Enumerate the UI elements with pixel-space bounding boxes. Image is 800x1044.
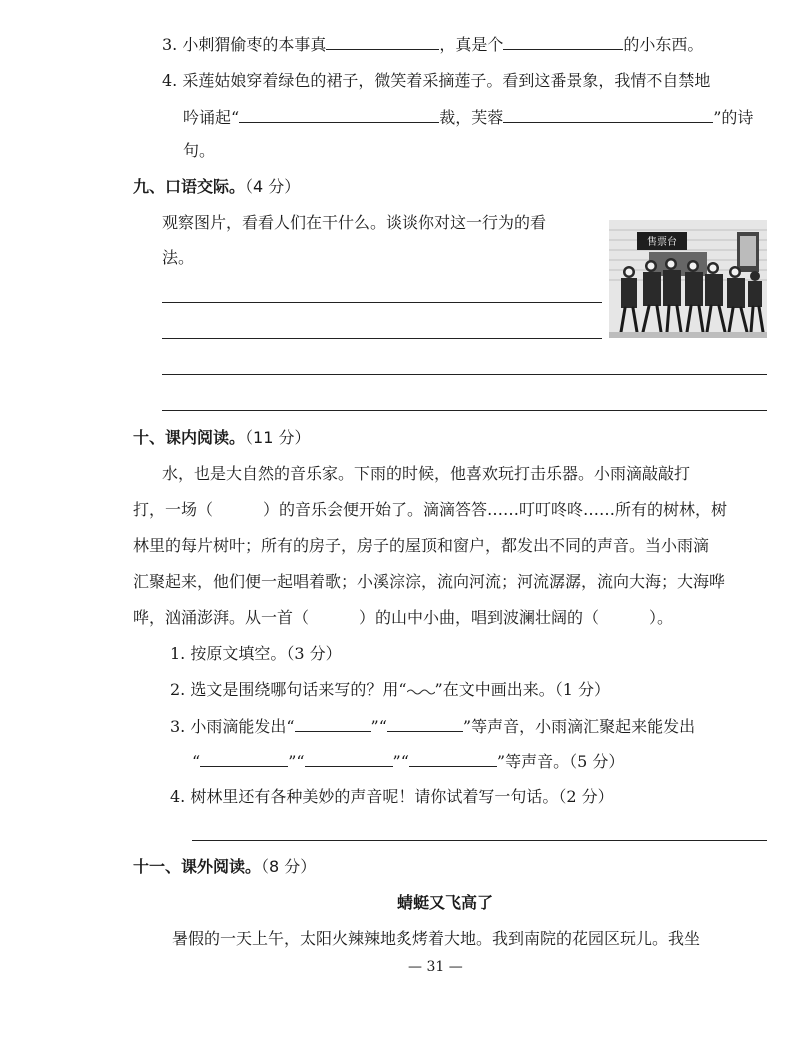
- section10-q1: 1. 按原文填空。（3 分）: [170, 644, 342, 663]
- q8-4-line1: [162, 70, 710, 92]
- answer-line-10-4[interactable]: [192, 840, 767, 841]
- q3-blank-4[interactable]: [305, 750, 393, 767]
- section10-q4: 4. 树林里还有各种美妙的声音呢！请你试着写一句话。（2 分）: [170, 787, 614, 806]
- queue-jumping-illustration: [609, 220, 767, 338]
- q3-text-g: ”等声音。（5 分）: [496, 752, 625, 771]
- section10-heading: [133, 427, 310, 449]
- section10-q3-line2: [192, 750, 624, 773]
- q8-4-num: 4.: [162, 71, 178, 90]
- q8-4-text-3: 句。: [183, 141, 216, 160]
- ticket-booth-sign: 售票台: [647, 237, 677, 248]
- q8-4-text-1: 采莲姑娘穿着绿色的裙子，微笑着采摘莲子。看到这番景象，我情不自禁地: [182, 71, 711, 90]
- section9-prompt-1: 观察图片，看看人们在干什么。谈谈你对这一行为的看: [162, 213, 547, 232]
- passage-line-2: [133, 499, 727, 521]
- q8-4-line2: [183, 106, 753, 129]
- passage-line-5: [133, 607, 673, 629]
- section11-score: （8 分）: [261, 857, 317, 876]
- section11-title: 十一、课外阅读。: [133, 857, 262, 876]
- section10-title: 十、课内阅读。: [133, 428, 246, 447]
- q8-4-text-2c: ”的诗: [713, 108, 754, 127]
- q8-4-line3: [183, 140, 215, 162]
- q8-4-blank-2[interactable]: [503, 106, 713, 123]
- passage-text: 打，一场（: [133, 500, 214, 519]
- q8-3-line: [162, 33, 703, 56]
- passage-text: 哗，汹涌澎湃。从一首（: [133, 608, 310, 627]
- passage-line-3: 林里的每片树叶；所有的房子，房子的屋顶和窗户，都发出不同的声音。当小雨滴: [133, 536, 710, 555]
- passage-line-4: 汇聚起来，他们便一起唱着歌；小溪淙淙，流向河流；河流潺潺，流向大海；大海哗: [133, 572, 726, 591]
- q3-blank-2[interactable]: [387, 715, 463, 732]
- q8-3-blank-2[interactable]: [503, 33, 623, 50]
- answer-line-9-1[interactable]: [162, 302, 602, 303]
- q2-text-a: 2. 选文是围绕哪句话来写的？用“: [170, 680, 407, 699]
- q2-text-b: ”在文中画出来。（1 分）: [434, 680, 610, 699]
- q8-4-text-2b: 裁，芙蓉: [439, 108, 504, 127]
- q3-blank-1[interactable]: [295, 715, 371, 732]
- answer-line-9-4[interactable]: [162, 410, 767, 411]
- q3-blank-3[interactable]: [200, 750, 288, 767]
- q8-3-blank-1[interactable]: [326, 33, 439, 50]
- q3-blank-5[interactable]: [409, 750, 497, 767]
- q8-4-blank-1[interactable]: [239, 106, 439, 123]
- passage-text: ）的音乐会便开始了。滴滴答答……叮叮咚咚……所有的树林，树: [263, 500, 728, 519]
- section9-prompt-2: 法。: [162, 248, 195, 267]
- article-title: 蜻蜓又飞高了: [397, 893, 494, 912]
- section10-score: （11 分）: [245, 428, 311, 447]
- q3-text-d: “: [192, 752, 201, 771]
- q8-4-text-2a: 吟诵起“: [183, 108, 240, 127]
- wavy-underline-icon: [407, 687, 435, 695]
- answer-line-9-2[interactable]: [162, 338, 602, 339]
- section11-heading: [133, 856, 316, 878]
- answer-line-9-3[interactable]: [162, 374, 767, 375]
- passage-line-1: 水，也是大自然的音乐家。下雨的时候，他喜欢玩打击乐器。小雨滴敲敲打: [162, 464, 691, 483]
- q8-3-num: 3.: [162, 35, 178, 54]
- section9-title: 九、口语交际。: [133, 177, 246, 196]
- q8-3-text-b: ，真是个: [439, 35, 504, 54]
- crowd-scene-image: [609, 220, 767, 338]
- article-line-1: 暑假的一天上午，太阳火辣辣地炙烤着大地。我到南院的花园区玩儿。我坐: [172, 929, 701, 948]
- passage-text: ）。: [649, 608, 674, 627]
- page-number: — 31 —: [408, 959, 463, 975]
- section10-q2: [170, 679, 610, 701]
- q3-text-a: 3. 小雨滴能发出“: [170, 717, 295, 736]
- q3-text-e: ”“: [288, 752, 305, 771]
- q3-text-f: ”“: [392, 752, 409, 771]
- passage-text: ）的山中小曲，唱到波澜壮阔的（: [359, 608, 600, 627]
- section9-heading: [133, 176, 300, 198]
- section10-q3-line1: [170, 715, 695, 738]
- section9-score: （4 分）: [245, 177, 301, 196]
- q3-text-b: ”“: [370, 717, 387, 736]
- q8-3-text-c: 的小东西。: [623, 35, 704, 54]
- q8-3-text-a: 小刺猬偷枣的本事真: [182, 35, 327, 54]
- q3-text-c: ”等声音，小雨滴汇聚起来能发出: [462, 717, 696, 736]
